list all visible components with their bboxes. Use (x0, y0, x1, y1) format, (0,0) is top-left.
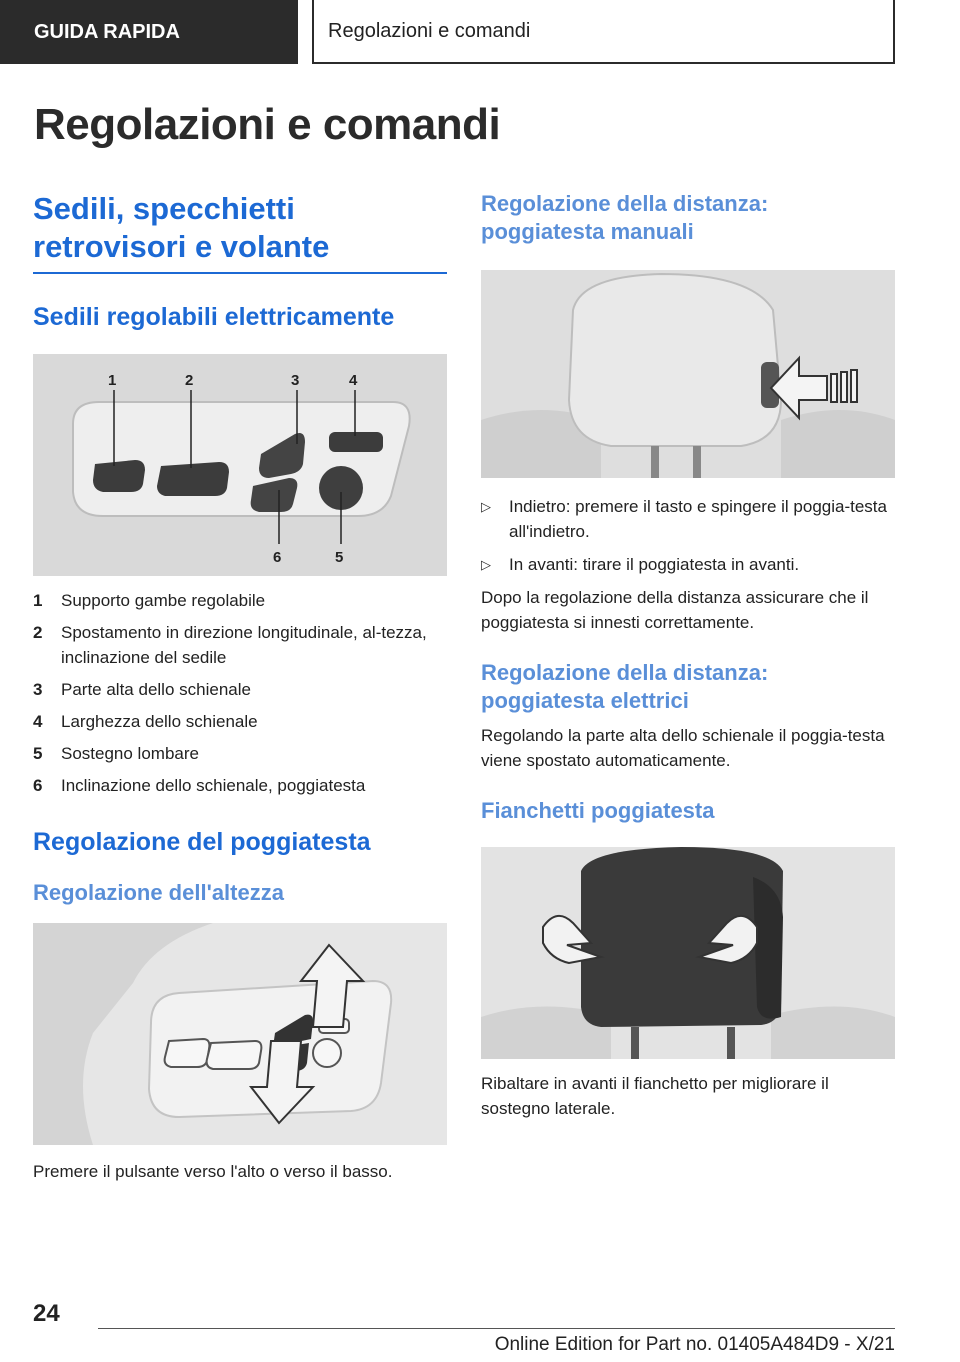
subsection-title-seats: Sedili regolabili elettricamente (33, 303, 395, 331)
bullet-text: Indietro: premere il tasto e spingere il poggia-testa all'indietro. (509, 497, 887, 541)
callout-4: 4 (349, 372, 358, 389)
electric-note: Regolando la parte alta dello schienale il poggia-testa viene spostato automaticamente. (481, 726, 885, 770)
bullet-item (481, 494, 895, 544)
legend-number: 4 (33, 712, 43, 731)
page-number: 24 (33, 1300, 60, 1327)
height-instruction: Premere il pulsante verso l'alto o verso il basso. (33, 1162, 393, 1181)
legend-number: 6 (33, 776, 43, 795)
section-tab (0, 0, 298, 64)
wings-title: Fianchetti poggiatesta (481, 798, 715, 823)
wings-note: Ribaltare in avanti il fianchetto per migliorare il sostegno laterale. (481, 1074, 829, 1118)
left-column (33, 190, 447, 1184)
manual-headrest-figure (481, 270, 895, 478)
bullet-triangle-icon: ▷ (481, 499, 491, 514)
seat-controls-illustration (33, 354, 447, 576)
legend-text: Inclinazione dello schienale, poggiatesta (61, 776, 366, 795)
legend-text: Larghezza dello schienale (61, 712, 258, 731)
legend-number: 5 (33, 744, 43, 763)
legend-item (33, 773, 447, 798)
headrest-wings-illustration (481, 847, 895, 1059)
electric-distance-title: Regolazione della distanza: poggiatesta elettrici (481, 660, 769, 713)
manual-bullets (481, 494, 895, 577)
callout-6: 6 (273, 549, 282, 566)
section-tab-label: GUIDA RAPIDA (34, 20, 180, 43)
height-adjust-figure (33, 923, 447, 1145)
height-title: Regolazione dell'altezza (33, 880, 284, 905)
callout-5: 5 (335, 549, 344, 566)
legend-text: Spostamento in direzione longitudinale, al-tezza, inclinazione del sedile (61, 623, 427, 667)
page-title: Regolazioni e comandi (34, 100, 501, 149)
legend-item (33, 709, 447, 734)
manual-headrest-illustration (481, 270, 895, 478)
legend-number: 1 (33, 591, 43, 610)
edition-footer: Online Edition for Part no. 01405A484D9 - X/21 (494, 1334, 895, 1355)
legend-item (33, 620, 447, 670)
manual-distance-title: Regolazione della distanza: poggiatesta manuali (481, 191, 769, 244)
callout-1: 1 (108, 372, 117, 389)
legend-item (33, 741, 447, 766)
legend-text: Sostegno lombare (61, 744, 199, 763)
headrest-wings-figure (481, 847, 895, 1059)
footer-divider (98, 1328, 895, 1329)
legend-number: 3 (33, 680, 43, 699)
legend-item (33, 677, 447, 702)
bullet-triangle-icon: ▷ (481, 557, 491, 572)
legend-text: Supporto gambe regolabile (61, 591, 266, 610)
legend-number: 2 (33, 623, 43, 642)
section-title: Sedili, specchietti retrovisori e volante (33, 190, 447, 274)
manual-note: Dopo la regolazione della distanza assicurare che il poggiatesta si innesti correttamente. (481, 588, 869, 632)
bullet-text: In avanti: tirare il poggiatesta in avanti. (509, 555, 800, 574)
height-adjust-illustration (33, 923, 447, 1145)
legend-text: Parte alta dello schienale (61, 680, 251, 699)
chapter-tab (312, 0, 895, 64)
callout-2: 2 (185, 372, 194, 389)
seat-controls-figure (33, 354, 447, 576)
right-column (481, 190, 895, 1121)
headrest-title: Regolazione del poggiatesta (33, 828, 371, 856)
callout-3: 3 (291, 372, 300, 389)
seat-legend (33, 588, 447, 798)
chapter-tab-label: Regolazioni e comandi (328, 19, 531, 42)
legend-item (33, 588, 447, 613)
bullet-item (481, 552, 895, 577)
